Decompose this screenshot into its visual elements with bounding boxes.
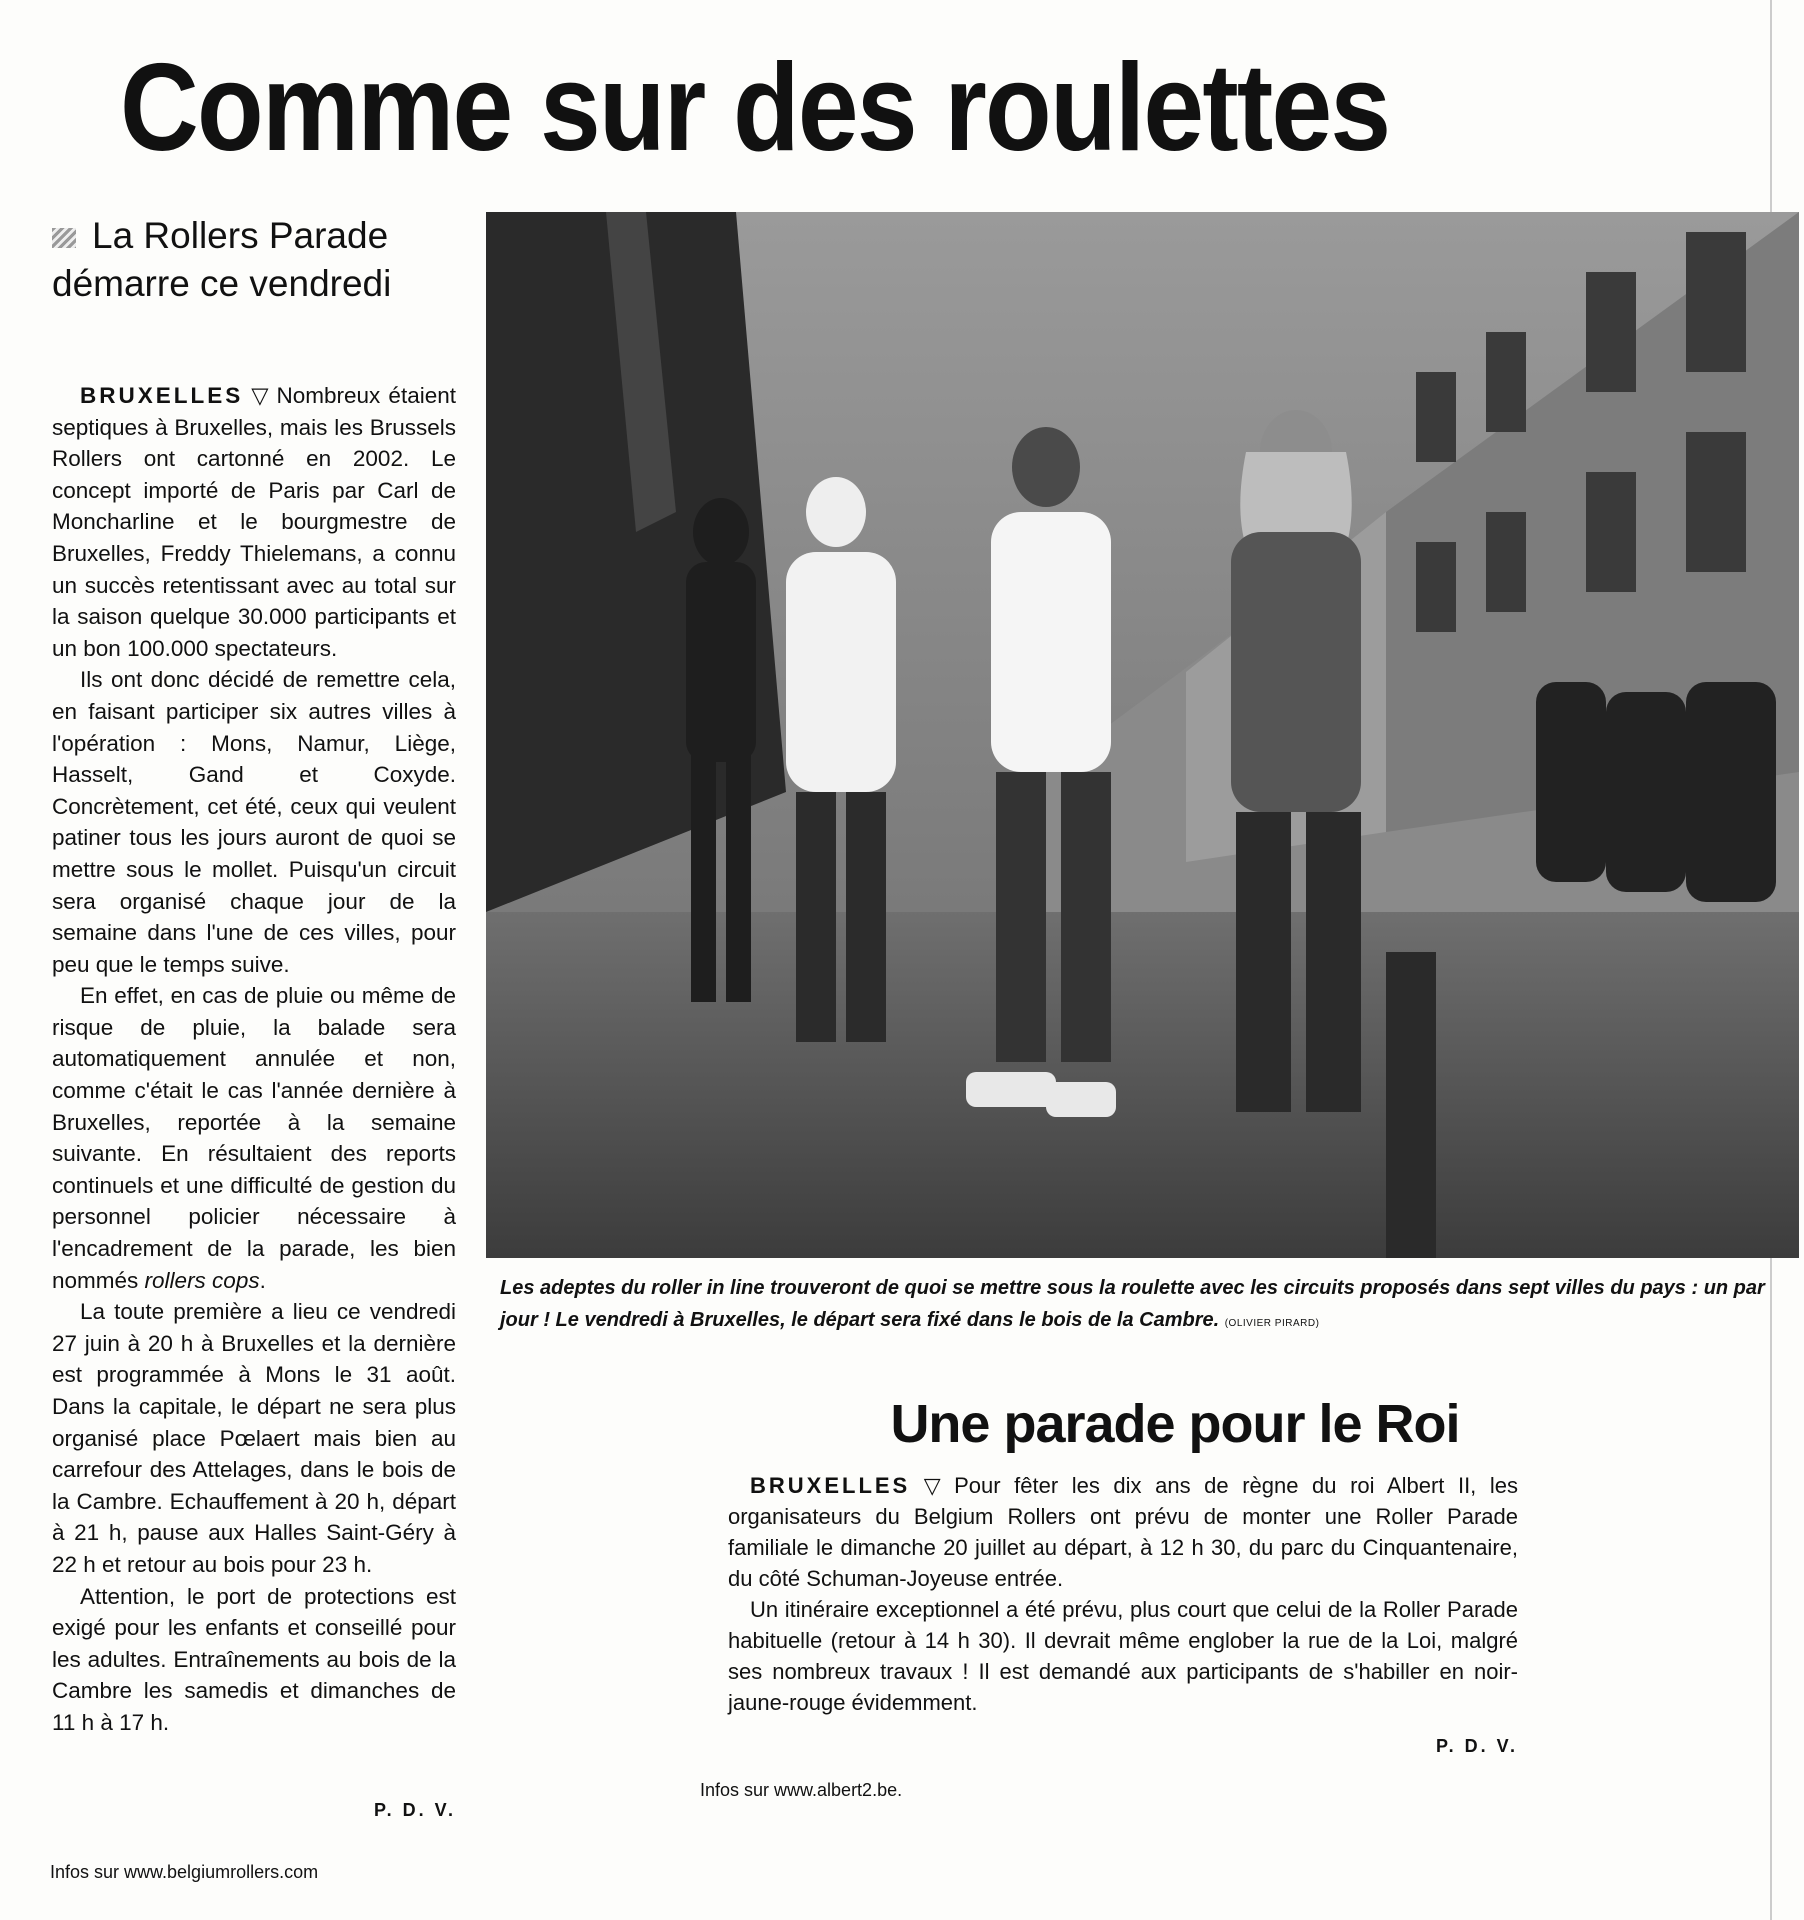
sidebar-infos-link: Infos sur www.albert2.be.: [700, 1780, 903, 1800]
article-title: Comme sur des roulettes: [120, 39, 1390, 177]
article-paragraph: Ils ont donc décidé de remettre cela, en faisant participer six autres villes à l'opération : Mons, Namur, Liège, Hasselt, Gand et Coxyde. Concrètement, cet été, ceux qui veulent patiner tous les jours auront de quoi se mettre sous le mollet. Puisqu'un circuit sera organisé chaque jour de la semaine dans l'une de ces villes, pour peu que le temps suive.: [52, 667, 456, 977]
subtitle-line-2: démarre ce vendredi: [52, 263, 392, 304]
sidebar-dateline: BRUXELLES: [750, 1473, 911, 1498]
article-body: [52, 380, 456, 1739]
paragraph-text: Nombreux étaient septiques à Bruxelles, mais les Brussels Rollers ont cartonné en 2002. Le concept importé de Paris par Carl de Moncharline et le bourgmestre de Bruxelles, Freddy Thielemans, a connu un succès retentissant avec au total sur la saison quelque 30.000 participants et un bon 100.000 spectateurs.: [52, 383, 456, 661]
dateline: BRUXELLES: [80, 383, 244, 408]
triangle-marker-icon: ▽: [249, 383, 271, 408]
sidebar-paragraph: [728, 1470, 1518, 1594]
article-subtitle: [52, 212, 452, 308]
caption-text: Les adeptes du roller in line trouveront de quoi se mettre sous la roulette avec les circuits proposés dans sept villes du pays : un par jour ! Le vendredi à Bruxelles, le départ sera fixé dans le bois de la Cambre.: [500, 1277, 1765, 1331]
article-infos-link: Infos sur www.belgiumrollers.com: [50, 1862, 319, 1882]
sidebar-paragraph: Un itinéraire exceptionnel a été prévu, plus court que celui de la Roller Parade habituelle (retour à 14 h 30). Il devrait même englober la rue de la Loi, malgré ses nombreux travaux ! Il est demandé aux participants de s'habiller en noir-jaune-rouge évidemment.: [728, 1597, 1518, 1715]
rollers-cops-term: rollers cops: [144, 1267, 260, 1293]
photo-credit: (OLIVIER PIRARD): [1224, 1318, 1320, 1329]
photo-caption: [500, 1272, 1790, 1340]
sidebar-title: Une parade pour le Roi: [890, 1394, 1460, 1454]
article-paragraph: Attention, le port de protections est exigé pour les enfants et conseillé pour les adultes. Entraînements au bois de la Cambre les samedis et dimanches de 11 h à 17 h.: [52, 1583, 456, 1735]
paragraph-text: En effet, en cas de pluie ou même de risque de pluie, la balade sera automatiquement annulée et non, comme c'était le cas l'année dernière à Bruxelles, reportée à la semaine suivante. En résultaient des reports continuels et une difficulté de gestion du personnel policier nécessaire à l'encadrement de la parade, les bien nommés: [52, 983, 456, 1293]
triangle-marker-icon: ▽: [916, 1473, 949, 1498]
article-signature: P. D. V.: [373, 1800, 456, 1820]
news-photo: [486, 212, 1799, 1258]
rollerbladers-photo-illustration: [486, 212, 1799, 1258]
sidebar-signature: P. D. V.: [1435, 1736, 1518, 1756]
article-paragraph: La toute première a lieu ce vendredi 27 juin à 20 h à Bruxelles et la dernière est programmée à Mons le 31 août. Dans la capitale, le départ ne sera plus organisé place Pœlaert mais bien au carrefour des Attelages, dans le bois de la Cambre. Echauffement à 20 h, départ à 21 h, pause aux Halles Saint-Géry à 22 h et retour au bois pour 23 h.: [52, 1299, 456, 1577]
article-paragraph: [52, 380, 456, 664]
article-paragraph: En effet, en cas de pluie ou même de risque de pluie, la balade sera automatiquement annulée et non, comme c'était le cas l'année dernière à Bruxelles, reportée à la semaine suivante. En résultaient des reports continuels et une difficulté de gestion du personnel policier nécessaire à l'encadrement de la parade, les bien nommés rollers cops.: [52, 983, 456, 1293]
subtitle-line-1: La Rollers Parade: [92, 215, 389, 256]
bullet-marker-icon: [52, 228, 76, 248]
sidebar-body: [728, 1470, 1518, 1718]
paragraph-text: Pour fêter les dix ans de règne du roi Albert II, les organisateurs du Belgium Rollers ont prévu de monter une Roller Parade familiale le dimanche 20 juillet au départ, à 12 h 30, du parc du Cinquantenaire, du côté Schuman-Joyeuse entrée.: [728, 1473, 1518, 1591]
